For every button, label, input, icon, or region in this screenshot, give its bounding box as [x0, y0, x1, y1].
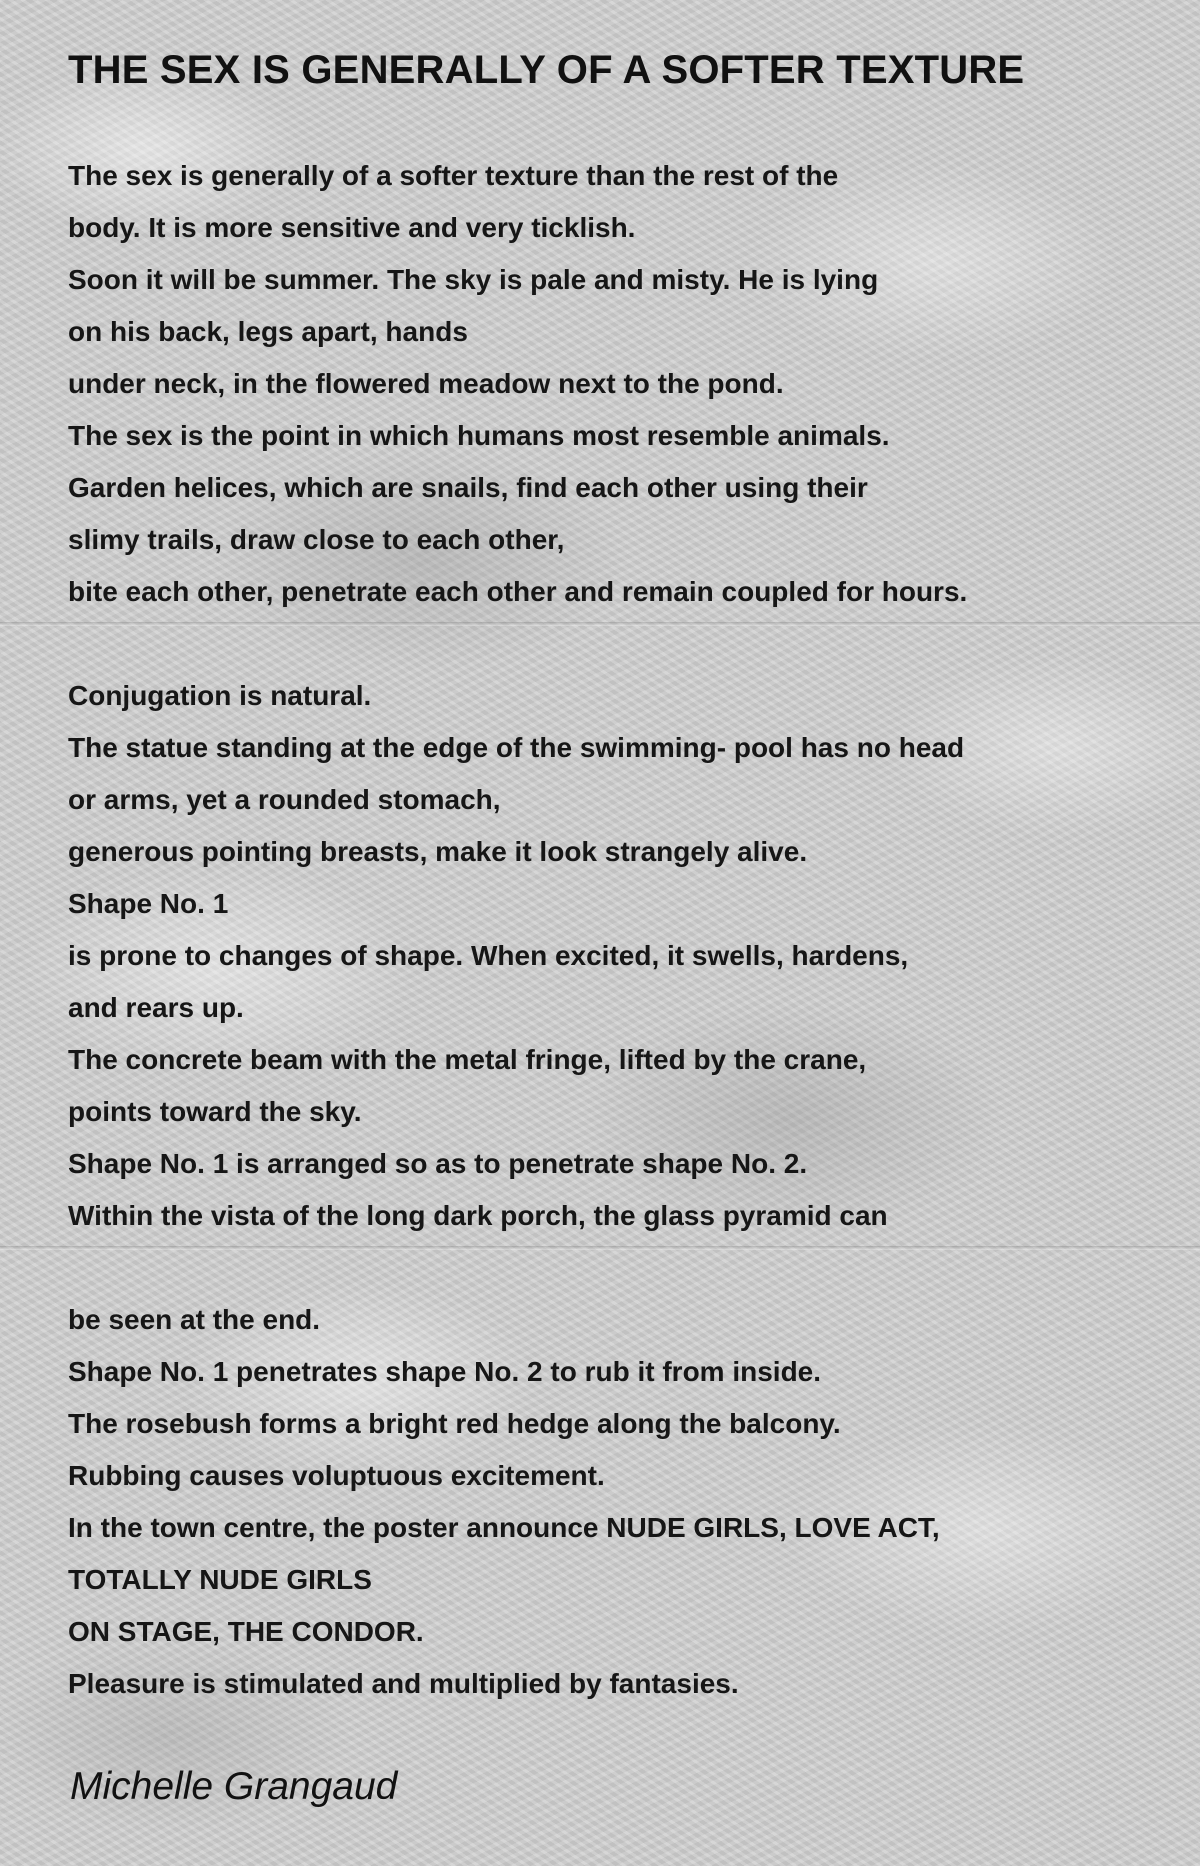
poem-line: The rosebush forms a bright red hedge along the balcony.: [68, 1408, 841, 1439]
stanza-gap: [68, 618, 1178, 670]
poem-line: In the town centre, the poster announce NUDE GIRLS, LOVE ACT,: [68, 1512, 940, 1543]
poem-line: Within the vista of the long dark porch, the glass pyramid can: [68, 1200, 888, 1231]
stanza-1: [68, 150, 1178, 618]
stanza-2: [68, 670, 1178, 1242]
poem-line: Soon it will be summer. The sky is pale and misty. He is lying: [68, 264, 879, 295]
poem-line: points toward the sky.: [68, 1096, 362, 1127]
poem-line: The statue standing at the edge of the swimming- pool has no head: [68, 732, 965, 763]
poem-line: slimy trails, draw close to each other,: [68, 524, 565, 555]
poem-title: THE SEX IS GENERALLY OF A SOFTER TEXTURE: [68, 48, 1025, 92]
poem-line: Shape No. 1 penetrates shape No. 2 to rub it from inside.: [68, 1356, 822, 1387]
poem-line: Pleasure is stimulated and multiplied by fantasies.: [68, 1668, 739, 1699]
poem-line: body. It is more sensitive and very ticklish.: [68, 212, 636, 243]
poem-line: bite each other, penetrate each other and remain coupled for hours.: [68, 576, 968, 607]
poem-body: [68, 150, 1178, 1710]
poem-line: be seen at the end.: [68, 1304, 321, 1335]
poem-line: Conjugation is natural.: [68, 680, 372, 711]
poem-line: under neck, in the flowered meadow next to the pond.: [68, 368, 784, 399]
poem-line: and rears up.: [68, 992, 244, 1023]
poem-author: Michelle Grangaud: [70, 1765, 398, 1808]
stanza-3: [68, 1294, 1178, 1710]
poem-line: TOTALLY NUDE GIRLS: [68, 1564, 372, 1595]
poem-line: is prone to changes of shape. When excited, it swells, hardens,: [68, 940, 909, 971]
poem-line: Rubbing causes voluptuous excitement.: [68, 1460, 605, 1491]
poem-line: Shape No. 1: [68, 888, 229, 919]
stanza-gap: [68, 1242, 1178, 1294]
poem-line: The sex is generally of a softer texture than the rest of the: [68, 160, 839, 191]
poem-line: generous pointing breasts, make it look strangely alive.: [68, 836, 808, 867]
poem-line: The concrete beam with the metal fringe, lifted by the crane,: [68, 1044, 867, 1075]
poem-line: Shape No. 1 is arranged so as to penetrate shape No. 2.: [68, 1148, 808, 1179]
poem-line: Garden helices, which are snails, find each other using their: [68, 472, 868, 503]
poem-line: or arms, yet a rounded stomach,: [68, 784, 501, 815]
poem-line: The sex is the point in which humans most resemble animals.: [68, 420, 890, 451]
poem-line: on his back, legs apart, hands: [68, 316, 468, 347]
poem-line: ON STAGE, THE CONDOR.: [68, 1616, 424, 1647]
